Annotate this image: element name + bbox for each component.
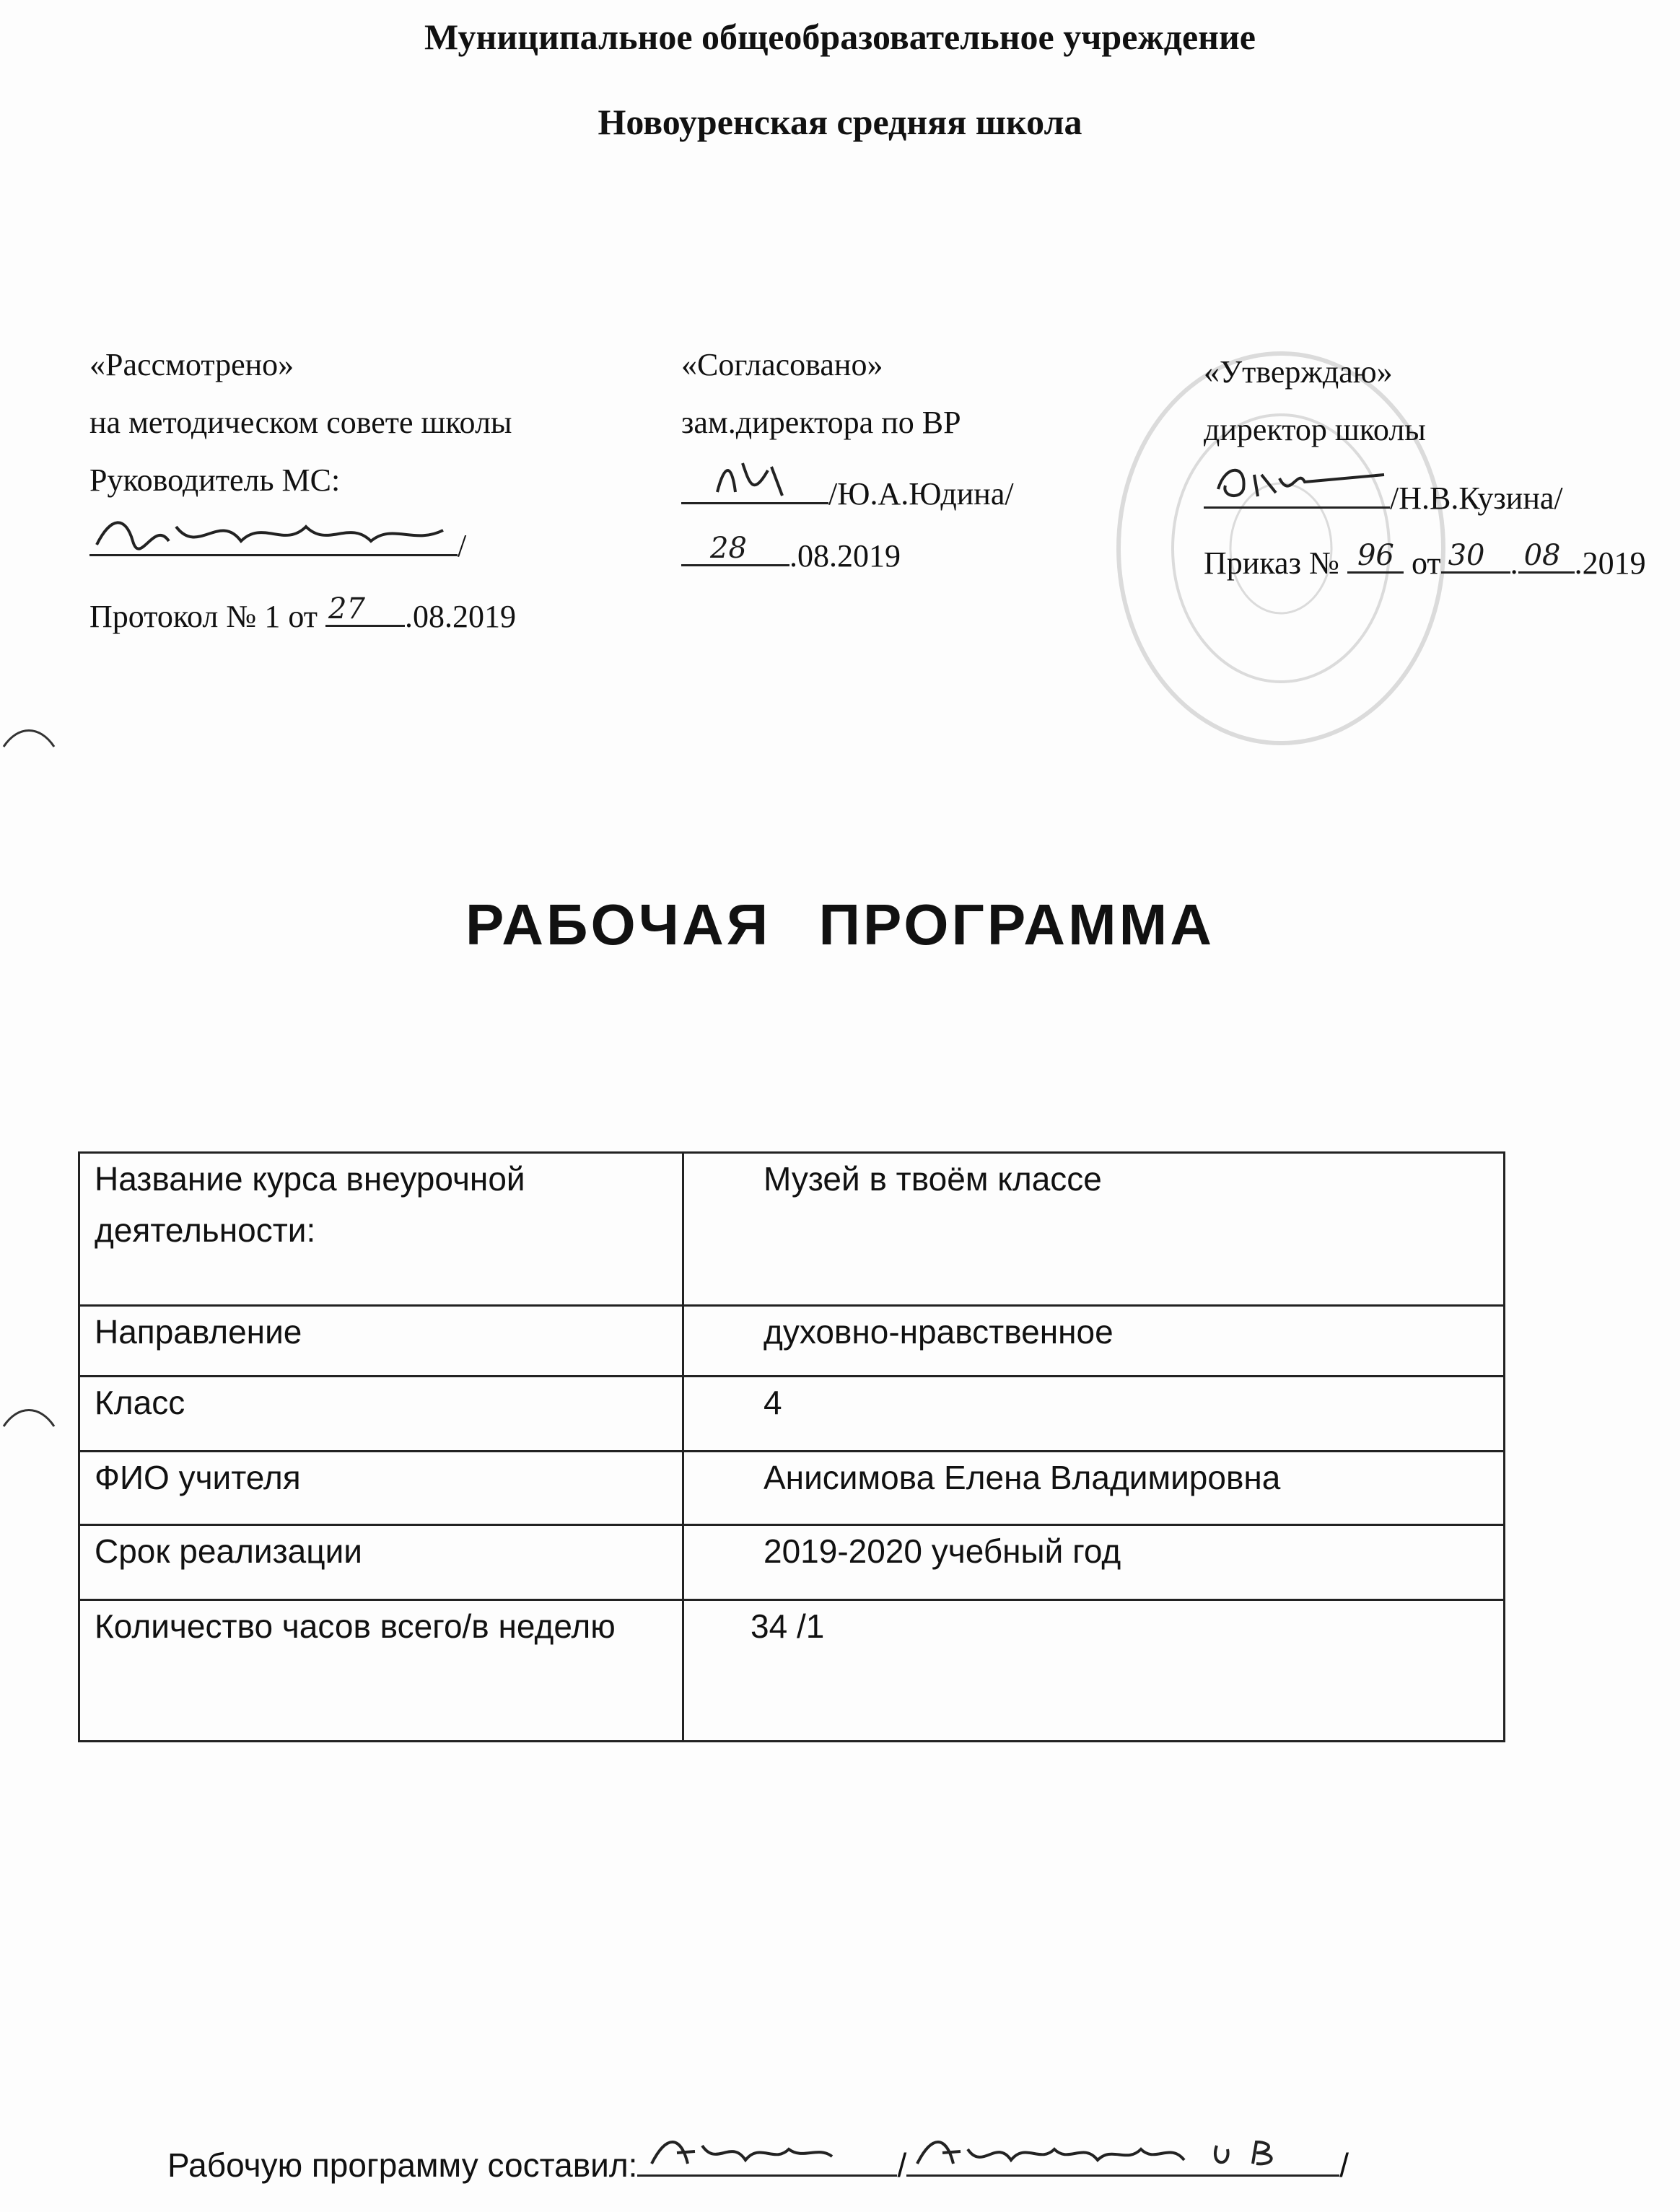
table-row: [79, 1600, 1505, 1742]
handwritten-signature-icon: [1204, 460, 1390, 504]
agreed-name: /Ю.А.Юдина/: [828, 476, 1014, 512]
approved-order: Приказ № 96 от 30 . 08 .2019: [1204, 539, 1646, 581]
row-value: духовно-нравственное: [683, 1306, 1505, 1377]
row-value: 4: [683, 1377, 1505, 1452]
agreed-day-field: [681, 532, 789, 566]
reviewed-signature-line: [89, 522, 466, 562]
compiled-by-label: Рабочую программу составил:: [167, 2146, 638, 2184]
row-value: 34 /1: [683, 1600, 1505, 1742]
punch-hole-mark: [0, 721, 58, 750]
order-number-field: [1347, 540, 1404, 574]
agreed-block: [681, 349, 1085, 580]
order-month: 08: [1523, 539, 1561, 572]
protocol-suffix: .08.2019: [405, 599, 516, 634]
agreed-date-suffix: .08.2019: [789, 538, 901, 574]
order-year: .2019: [1574, 545, 1646, 581]
agreed-day: 28: [710, 532, 747, 565]
compiled-by: [167, 2143, 1349, 2185]
protocol-day: 27: [328, 592, 365, 626]
order-day-field: [1441, 540, 1510, 574]
table-row: [79, 1153, 1505, 1306]
handwritten-signature-icon: [637, 2131, 897, 2174]
reviewed-line2: Руководитель МС:: [89, 462, 341, 498]
compiler-signature: [637, 2143, 897, 2177]
reviewed-signature: [89, 522, 458, 556]
order-from: от: [1411, 545, 1441, 581]
program-info-table: [78, 1151, 1505, 1742]
handwritten-signature-icon: [89, 512, 458, 556]
agreed-date: [681, 532, 901, 572]
approved-line1: директор школы: [1204, 412, 1426, 447]
row-label: Направление: [79, 1306, 683, 1377]
approved-title: «Утверждаю»: [1204, 354, 1393, 390]
row-label: ФИО учителя: [79, 1452, 683, 1525]
approved-signature: [1204, 475, 1390, 509]
row-value: Анисимова Елена Владимировна: [683, 1452, 1505, 1525]
reviewed-protocol: [89, 593, 516, 633]
order-number: 96: [1357, 539, 1394, 572]
reviewed-block: [89, 349, 638, 652]
compiled-by-end: /: [1339, 2146, 1349, 2184]
school-name: Новоуренская средняя школа: [598, 102, 1082, 142]
order-month-field: [1518, 540, 1575, 574]
approved-signature-line: [1204, 475, 1563, 514]
order-prefix: Приказ №: [1204, 545, 1339, 581]
agreed-line1: зам.директора по ВР: [681, 405, 961, 440]
agreed-signature-line: [681, 470, 1014, 510]
punch-hole-mark: [0, 1401, 58, 1430]
reviewed-line1: на методическом совете школы: [89, 405, 512, 440]
compiled-by-sep: /: [897, 2146, 907, 2184]
table-row: [79, 1452, 1505, 1525]
order-day: 30: [1448, 539, 1485, 572]
handwritten-signature-icon: [681, 456, 828, 499]
row-value: 2019-2020 учебный год: [683, 1525, 1505, 1600]
row-label: Класс: [79, 1377, 683, 1452]
row-label: Количество часов всего/в неделю: [79, 1600, 683, 1742]
reviewed-title: «Рассмотрено»: [89, 347, 294, 382]
handwritten-name-icon: [906, 2131, 1339, 2174]
protocol-prefix: Протокол № 1 от: [89, 599, 318, 634]
row-label: Срок реализации: [79, 1525, 683, 1600]
approved-block: [1204, 356, 1666, 587]
institution-name: Муниципальное общеобразовательное учреждение: [424, 17, 1256, 57]
table-row: [79, 1525, 1505, 1600]
table-row: [79, 1377, 1505, 1452]
protocol-day-field: [325, 593, 405, 627]
approved-name: /Н.В.Кузина/: [1390, 480, 1563, 516]
document-title: РАБОЧАЯ ПРОГРАММА: [465, 892, 1215, 957]
row-value: Музей в твоём классе: [683, 1153, 1505, 1306]
compiler-name-handwritten: [906, 2143, 1339, 2177]
agreed-signature: [681, 470, 828, 504]
reviewed-signature-suffix: /: [458, 528, 467, 563]
table-row: [79, 1306, 1505, 1377]
row-label: Название курса внеурочной деятельности:: [79, 1153, 683, 1306]
agreed-title: «Согласовано»: [681, 347, 883, 382]
